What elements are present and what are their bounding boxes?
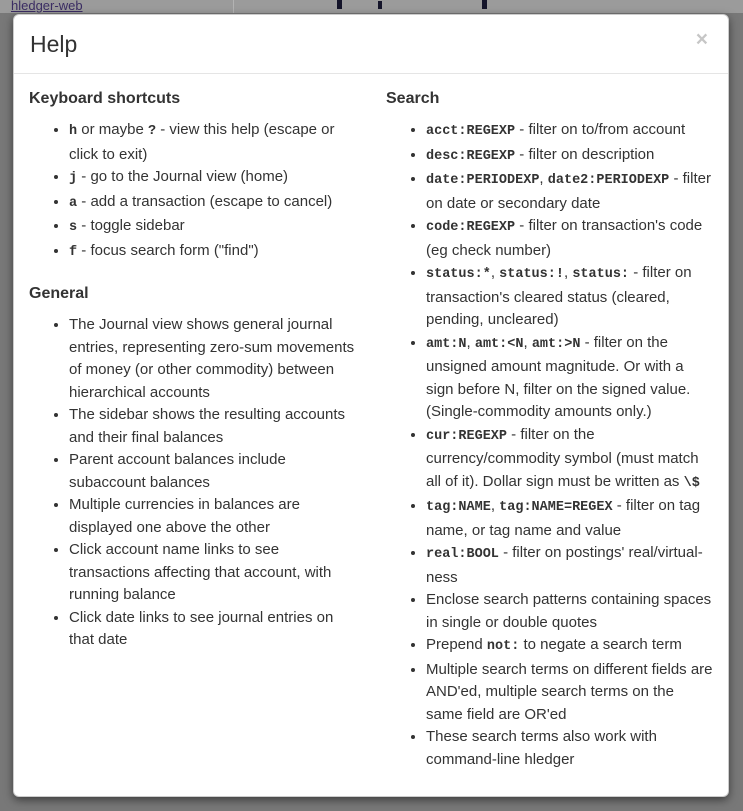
code-term: date2:PERIODEXP (547, 173, 670, 188)
code-term: real:BOOL (426, 547, 499, 562)
list-item (69, 494, 356, 539)
text-run: Multiple currencies in balances are displayed one above the other (69, 496, 300, 536)
help-modal (13, 14, 729, 797)
code-term: date:PERIODEXP (426, 173, 540, 188)
text-run: Parent account balances include subaccount balances (69, 451, 286, 491)
text-run: Enclose search patterns containing spaces in single or double quotes (426, 591, 712, 631)
background-page[interactable] (0, 0, 743, 13)
list-item (426, 262, 713, 332)
code-term: acct:REGEXP (426, 124, 516, 139)
text-run: Prepend (426, 636, 487, 653)
general-heading: General (29, 285, 89, 302)
text-run: - go to the Journal view (home) (77, 168, 289, 185)
text-run: - filter on to/from account (515, 121, 686, 138)
text-run: Multiple search terms on different fields are AND'ed, multiple search terms on the same field are OR'ed (426, 660, 713, 723)
list-item (69, 166, 356, 191)
code-term: s (69, 220, 78, 235)
modal-header (14, 15, 728, 74)
list-item (426, 495, 713, 542)
code-term: code:REGEXP (426, 220, 516, 235)
list-item (69, 119, 356, 166)
page-title-letter-stub (337, 0, 342, 9)
general-list (29, 314, 356, 652)
text-run: - filter on transaction's code (eg check number) (426, 217, 703, 259)
text-run: - filter on the unsigned amount magnitude. Or with a sign before N, filter on the signed value. (Single-commodity amounts only.) (426, 333, 691, 420)
list-item (426, 332, 713, 424)
list-item (69, 314, 356, 404)
text-run: - toggle sidebar (77, 217, 185, 234)
text-run: , (539, 170, 548, 187)
text-run: - filter on tag name, or tag name and value (426, 497, 701, 539)
modal-title: Help (30, 31, 78, 57)
text-run: , (523, 333, 532, 351)
code-term: \$ (683, 475, 700, 491)
text-run: These search terms also work with command-line hledger (426, 728, 657, 768)
text-run: - focus search form ("find") (77, 241, 259, 259)
code-term: ? (147, 124, 157, 139)
text-run: - filter on postings' real/virtual-ness (426, 544, 703, 586)
list-item (426, 726, 713, 771)
search-heading: Search (386, 90, 440, 107)
list-item (69, 240, 356, 265)
text-run: , (466, 333, 475, 351)
text-run: Click account name links to see transactions affecting that account, with running balance (69, 541, 332, 603)
code-term: cur:REGEXP (426, 428, 508, 444)
text-run: , (490, 497, 500, 514)
list-item (69, 607, 356, 652)
list-item (426, 168, 713, 215)
help-columns (14, 89, 728, 781)
text-run: , (490, 264, 500, 281)
left-column (14, 89, 371, 781)
code-term: j (69, 171, 78, 186)
code-term: tag:NAME=REGEX (499, 500, 613, 515)
text-run: , (563, 264, 573, 281)
close-icon[interactable]: × (695, 28, 708, 51)
background-panel-divider (233, 0, 234, 13)
code-term: h (69, 124, 78, 139)
text-run: The sidebar shows the resulting accounts and their final balances (69, 406, 345, 446)
code-term: status: (572, 267, 630, 282)
text-run: - filter on transaction's cleared status (cleared, pending, uncleared) (426, 264, 692, 328)
list-item (69, 215, 356, 240)
list-item (426, 119, 713, 144)
code-term: status:! (499, 267, 564, 282)
list-item (69, 539, 356, 607)
text-run: Click date links to see journal entries on that date (69, 608, 334, 648)
page-title-letter-stub (482, 0, 487, 9)
nav-brand-link: hledger-web (11, 0, 83, 13)
text-run: The Journal view shows general journal entries, representing zero-sum movements of money (or other commodity) between hierarchical accounts (69, 316, 355, 401)
text-run: or maybe (77, 121, 148, 138)
modal-body (14, 74, 728, 796)
list-item (426, 542, 713, 589)
code-term: a (69, 195, 78, 211)
code-term: amt:>N (531, 336, 581, 352)
list-item (69, 191, 356, 216)
text-run: - filter on description (515, 145, 655, 163)
list-item (69, 449, 356, 494)
text-run: - filter on the currency/commodity symbol (must match all of it). Dollar sign must be written as (426, 425, 699, 490)
text-run: - view this help (escape or click to exit) (69, 121, 335, 163)
text-run: to negate a search term (519, 636, 682, 653)
right-column (371, 89, 728, 781)
keyboard-shortcuts-list (29, 119, 356, 264)
code-term: not: (486, 639, 520, 654)
code-term: amt:N (426, 336, 467, 352)
keyboard-shortcuts-heading: Keyboard shortcuts (29, 90, 181, 107)
code-term: amt:<N (474, 336, 524, 352)
code-term: f (69, 244, 78, 260)
text-run: - filter on date or secondary date (426, 170, 711, 212)
code-term: status:* (426, 267, 491, 282)
list-item (426, 424, 713, 496)
code-term: tag:NAME (426, 500, 491, 515)
list-item (426, 659, 713, 727)
text-run: - add a transaction (escape to cancel) (77, 192, 333, 210)
list-item (69, 404, 356, 449)
search-list (386, 119, 713, 771)
list-item (426, 144, 713, 169)
list-item (426, 634, 713, 659)
code-term: desc:REGEXP (426, 148, 516, 164)
list-item (426, 215, 713, 262)
list-item (426, 589, 713, 634)
page-title-letter-stub (378, 1, 382, 9)
